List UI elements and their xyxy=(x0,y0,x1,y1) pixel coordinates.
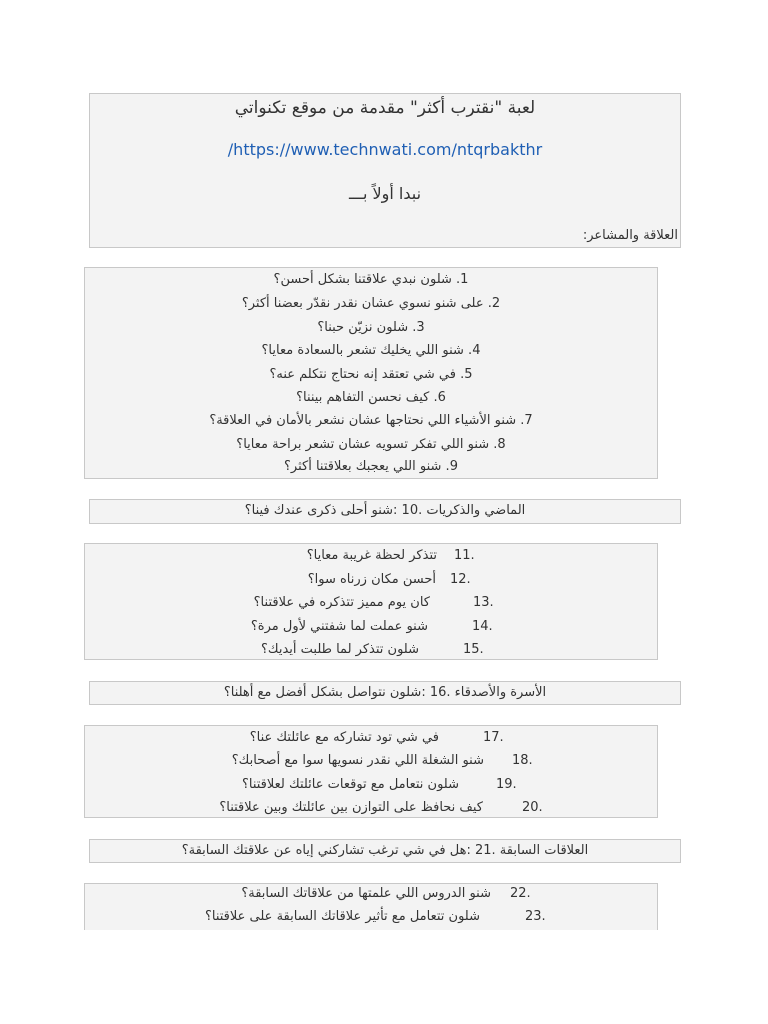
question-text: كان يوم مميز تتذكره في علاقتنا؟ xyxy=(253,595,430,610)
question-item xyxy=(85,572,657,592)
question-text: شنو الدروس اللي علمتها من علاقاتك السابقة؟ xyxy=(241,886,491,901)
intro-box xyxy=(89,93,681,248)
question-number: 18. xyxy=(512,753,533,768)
question-number: 14. xyxy=(472,619,493,634)
section-heading-past xyxy=(89,499,681,524)
section-heading-family xyxy=(89,681,681,705)
start-text: نبدا أولاً بـــ xyxy=(348,184,422,203)
question-item: 9. شنو اللي يعجبك بعلاقتنا أكثر؟ xyxy=(284,459,458,474)
questions-group-3 xyxy=(84,725,658,818)
section-heading-text: العلاقات السابقة .21 :هل في شي ترغب تشاركني إياه عن علاقتك السابقة؟ xyxy=(181,843,589,858)
question-item: 7. شنو الأشياء اللي نحتاجها عشان نشعر بالأمان في العلاقة؟ xyxy=(209,413,533,428)
question-item: 6. كيف نحسن التفاهم بيننا؟ xyxy=(296,390,446,405)
question-number: 13. xyxy=(473,595,494,610)
section-heading: العلاقة والمشاعر: xyxy=(582,228,678,243)
question-number: 15. xyxy=(463,642,484,657)
question-number: 23. xyxy=(525,909,546,924)
question-item xyxy=(85,619,657,639)
question-text: في شي تود تشاركه مع عائلتك عنا؟ xyxy=(249,730,439,745)
question-number: 11. xyxy=(454,548,475,563)
section-heading-past-relationships xyxy=(89,839,681,863)
section-heading-text: الأسرة والأصدقاء .16 :شلون نتواصل بشكل أفضل مع أهلنا؟ xyxy=(223,685,547,700)
question-item xyxy=(85,730,657,750)
question-item: 2. على شنو نسوي عشان نقدر نقدّر بعضنا أكثر؟ xyxy=(241,296,501,311)
questions-group-1 xyxy=(84,267,658,479)
section-heading-text: الماضي والذكريات .10 :شنو أحلى ذكرى عندك فينا؟ xyxy=(244,503,526,518)
question-item xyxy=(85,777,657,797)
question-item: 1. شلون نبدي علاقتنا بشكل أحسن؟ xyxy=(273,272,469,287)
question-text: أحسن مكان زرناه سوا؟ xyxy=(307,572,436,587)
question-item xyxy=(85,642,657,662)
question-item xyxy=(85,886,657,906)
question-number: 22. xyxy=(510,886,531,901)
questions-group-2 xyxy=(84,543,658,660)
question-number: 19. xyxy=(496,777,517,792)
question-text: شنو الشغلة اللي نقدر نسويها سوا مع أصحابك؟ xyxy=(231,753,484,768)
question-item: 3. شلون نزيّن حبنا؟ xyxy=(317,320,425,335)
question-item xyxy=(85,909,657,929)
question-number: 20. xyxy=(522,800,543,815)
question-item xyxy=(85,595,657,615)
question-text: تتذكر لحظة غريبة معايا؟ xyxy=(306,548,437,563)
question-number: 17. xyxy=(483,730,504,745)
question-item: 4. شنو اللي يخليك تشعر بالسعادة معايا؟ xyxy=(261,343,481,358)
question-item: 5. في شي تعتقد إنه نحتاج نتكلم عنه؟ xyxy=(269,367,473,382)
question-item xyxy=(85,548,657,568)
question-text: شلون تتعامل مع تأثير علاقاتك السابقة على علاقتنا؟ xyxy=(204,909,480,924)
questions-group-4 xyxy=(84,883,658,930)
question-item: 8. شنو اللي تفكر تسويه عشان تشعر براحة معايا؟ xyxy=(236,437,506,452)
question-text: شلون تتذكر لما طلبت أيديك؟ xyxy=(260,642,419,657)
document-title: لعبة "نقترب أكثر" مقدمة من موقع تكنواتي xyxy=(234,98,536,118)
question-text: شلون نتعامل مع توقعات عائلتك لعلاقتنا؟ xyxy=(241,777,459,792)
question-item xyxy=(85,753,657,773)
question-item xyxy=(85,800,657,820)
question-text: شنو عملت لما شفتني لأول مرة؟ xyxy=(250,619,428,634)
question-text: كيف نحافظ على التوازن بين عائلتك وبين علاقتنا؟ xyxy=(219,800,483,815)
source-link[interactable]: /https://www.technwati.com/ntqrbakthr xyxy=(227,140,543,159)
question-number: 12. xyxy=(450,572,471,587)
